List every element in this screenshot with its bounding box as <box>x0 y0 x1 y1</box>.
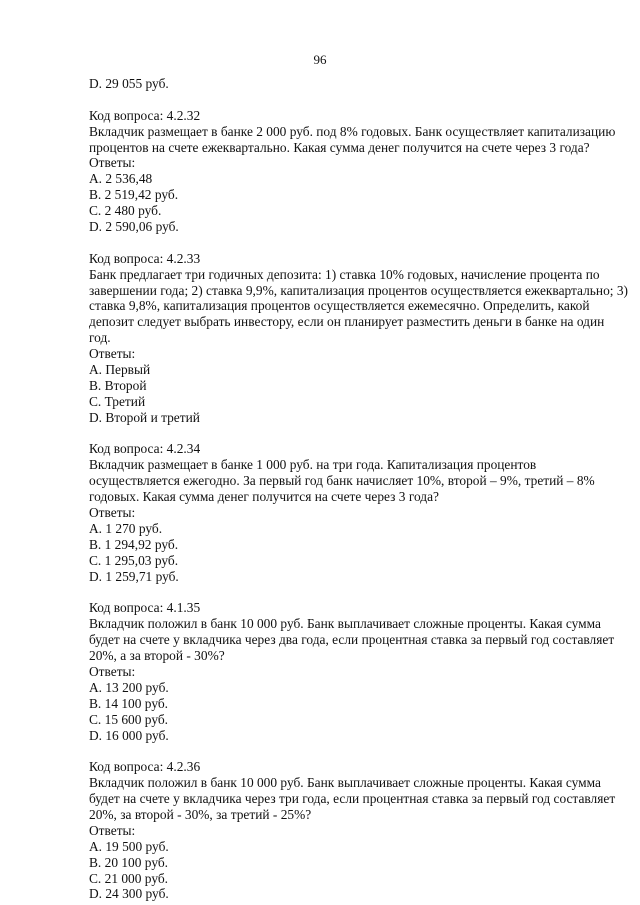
answers-label: Ответы: <box>89 822 136 838</box>
question-text-line: завершении года; 2) ставка 9,9%, капитализация процентов осуществляется ежеквартально; 3) <box>89 282 628 298</box>
answer-option-b: B. 2 519,42 руб. <box>89 187 179 203</box>
answer-option-d: D. 2 590,06 руб. <box>89 219 179 235</box>
question-text-line: год. <box>89 330 111 346</box>
question-block-4-2-36 <box>89 759 616 902</box>
question-text-line: депозит следует выбрать инвестору, если он планирует разместить деньги в банке на один <box>89 314 605 330</box>
answer-option-b: B. Второй <box>89 377 147 393</box>
answer-option-a: A. 1 270 руб. <box>89 520 163 536</box>
answer-option-a: A. 13 200 руб. <box>89 679 169 695</box>
question-text-line: годовых. Какая сумма денег получится на счете через 3 года? <box>89 489 439 505</box>
question-text-line: осуществляется ежегодно. За первый год банк начисляет 10%, второй – 9%, третий – 8% <box>89 473 595 489</box>
answers-label: Ответы: <box>89 663 136 679</box>
answer-option-d: D. 16 000 руб. <box>89 727 169 743</box>
question-text-line: 20%, а за второй - 30%? <box>89 648 225 664</box>
answer-option-c: C. Третий <box>89 393 146 409</box>
page-content <box>89 76 628 902</box>
question-code: Код вопроса: 4.2.33 <box>89 250 201 266</box>
question-code: Код вопроса: 4.2.32 <box>89 107 201 123</box>
question-text-line: будет на счете у вкладчика через три года, если процентная ставка за первый год составляет <box>89 791 616 807</box>
question-text-line: Банк предлагает три годичных депозита: 1) ставка 10% годовых, начисление процента по <box>89 266 600 282</box>
answer-option-b: B. 20 100 руб. <box>89 854 168 870</box>
question-code: Код вопроса: 4.1.35 <box>89 600 201 616</box>
answers-label: Ответы: <box>89 505 136 521</box>
answers-label: Ответы: <box>89 155 136 171</box>
question-block-4-1-35 <box>89 600 615 743</box>
answer-option-d: D. Второй и третий <box>89 409 200 425</box>
answer-option-a: A. Первый <box>89 362 151 378</box>
question-text-line: ставка 9,8%, капитализация процентов осуществляется ежемесячно. Определить, какой <box>89 298 590 314</box>
answer-option-d: D. 1 259,71 руб. <box>89 568 179 584</box>
question-block-4-2-32 <box>89 107 616 235</box>
answer-option-c: C. 15 600 руб. <box>89 711 168 727</box>
previous-answer-line: D. 29 055 руб. <box>89 76 169 91</box>
answer-option-c: C. 1 295,03 руб. <box>89 552 179 568</box>
question-block-4-2-34 <box>89 441 609 584</box>
answer-option-d: D. 24 300 руб. <box>89 886 169 902</box>
question-code: Код вопроса: 4.2.36 <box>89 759 201 775</box>
question-text-line: Вкладчик положил в банк 10 000 руб. Банк выплачивает сложные проценты. Какая сумма <box>89 616 601 632</box>
question-text-line: Вкладчик размещает в банке 1 000 руб. на три года. Капитализация процентов <box>89 457 537 473</box>
question-block-4-2-33 <box>89 250 628 426</box>
page-number: 96 <box>313 52 327 67</box>
answer-option-b: B. 14 100 руб. <box>89 695 168 711</box>
answer-option-c: C. 2 480 руб. <box>89 203 162 219</box>
question-code: Код вопроса: 4.2.34 <box>89 441 201 457</box>
question-text-line: Вкладчик положил в банк 10 000 руб. Банк выплачивает сложные проценты. Какая сумма <box>89 775 601 791</box>
answer-option-a: A. 19 500 руб. <box>89 838 169 854</box>
question-text-line: 20%, за второй - 30%, за третий - 25%? <box>89 806 312 822</box>
answer-option-c: C. 21 000 руб. <box>89 870 168 886</box>
question-text-line: процентов на счете ежеквартально. Какая сумма денег получится на счете через 3 года? <box>89 139 590 155</box>
question-text-line: будет на счете у вкладчика через два года, если процентная ставка за первый год составляет <box>89 632 615 648</box>
question-text-line: Вкладчик размещает в банке 2 000 руб. под 8% годовых. Банк осуществляет капитализацию <box>89 123 616 139</box>
answer-option-a: A. 2 536,48 <box>89 171 153 187</box>
answers-label: Ответы: <box>89 346 136 362</box>
answer-option-b: B. 1 294,92 руб. <box>89 536 179 552</box>
